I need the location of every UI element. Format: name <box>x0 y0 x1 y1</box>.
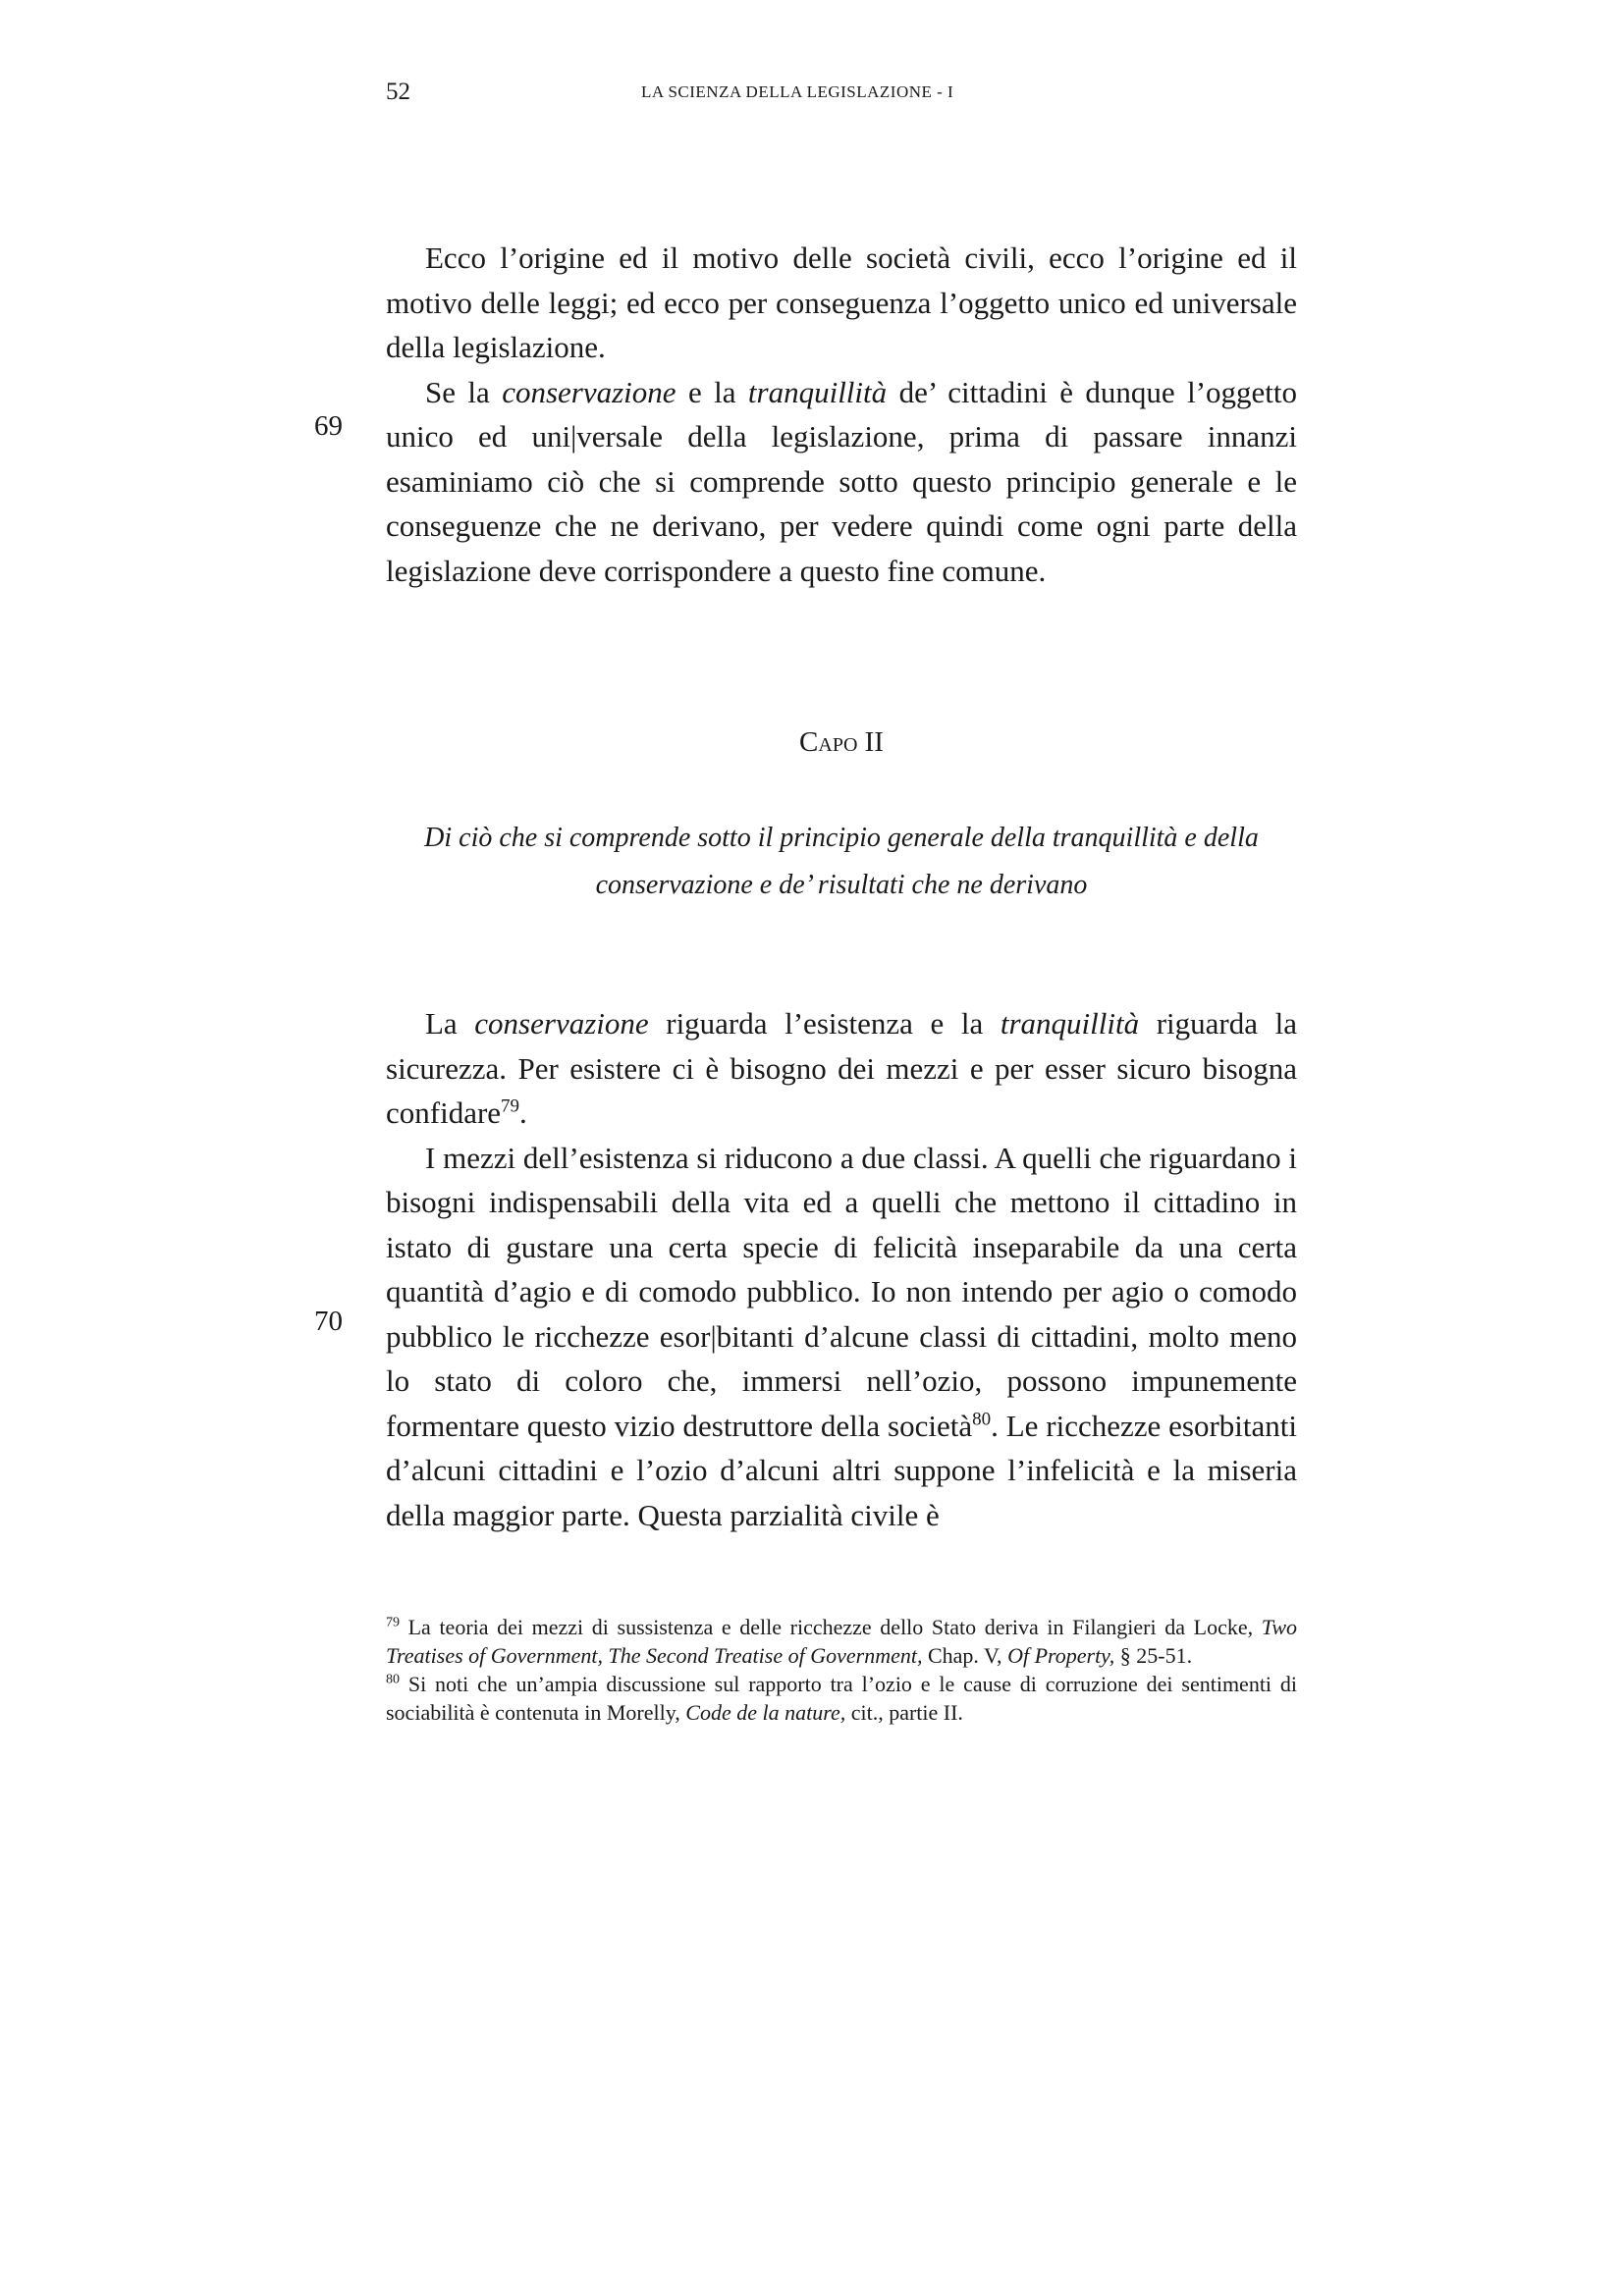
footnotes <box>386 1613 1297 1727</box>
chapter-subtitle: Di ciò che si comprende sotto il principio generale della tranquillità e della conservazione e de’ risultati che ne derivano <box>424 823 1259 900</box>
margin-number-70: 70 <box>314 1306 343 1337</box>
paragraph-means: I mezzi dell’esistenza si riducono a due classi. A quelli che riguardano i bisogni indispensabili della vita ed a quelli che mettono il cittadino in istato di gustare una certa specie di felicità inseparabile da una certa quantità d’agio e di comodo pubblico. Io non intendo per agio o comodo pubblico le ricchezze esor|bitanti d’alcune classi di cittadini, molto meno lo stato di coloro che, immersi nell’ozio, possono impunemente formentare questo vizio destruttore della società$^{80}$. Le ricchezze esorbitanti d’alcuni cittadini e l’ozio d’alcuni altri suppone l’infelicità e la miseria della maggior parte. Questa parzialità civile è <box>386 1140 1297 1532</box>
page-number: 52 <box>386 79 410 105</box>
footnote-79: $^{79}$ La teoria dei mezzi di sussistenza e delle ricchezze dello Stato deriva in Filangieri da Locke, Two Treatises of Government, The Second Treatise of Government, Chap. V, Of Property, § 25-51. <box>386 1615 1297 1668</box>
footnote-80: $^{80}$ Si noti che un’ampia discussione sul rapporto tra l’ozio e le cause di corruzione dei sentimenti di sociabilità è contenuta in Morelly, Code de la nature, cit., partie II. <box>386 1672 1297 1725</box>
paragraph-origin: Ecco l’origine ed il motivo delle società civili, ecco l’origine ed il motivo delle leggi; ed ecco per conseguenza l’oggetto unico ed universale della legislazione. <box>386 240 1297 364</box>
paragraph-conservation: Se la conservazione e la tranquillità de’ cittadini è dunque l’oggetto unico ed uni|versale della legislazione, prima di passare innanzi esaminiamo ciò che si comprende sotto questo principio generale e le conseguenze che ne derivano, per vedere quindi come ogni parte della legislazione deve corrispondere a questo fine comune. <box>386 374 1297 588</box>
chapter-title: Capo II <box>799 726 884 758</box>
margin-number-69: 69 <box>314 410 343 442</box>
footnote-ref-80[interactable]: 80 <box>972 1409 992 1430</box>
running-head: LA SCIENZA DELLA LEGISLAZIONE - I <box>641 82 954 101</box>
body-text-section-2 <box>386 1001 1297 1537</box>
paragraph-security: La conservazione riguarda l’esistenza e la tranquillità riguarda la sicurezza. Per esistere ci è bisogno dei mezzi e per esser sicuro bisogna confidare$^{79}$. <box>386 1006 1297 1130</box>
footnote-ref-79[interactable]: 79 <box>501 1095 520 1117</box>
page-header <box>386 79 1297 108</box>
body-text-section-1 <box>386 236 1297 593</box>
